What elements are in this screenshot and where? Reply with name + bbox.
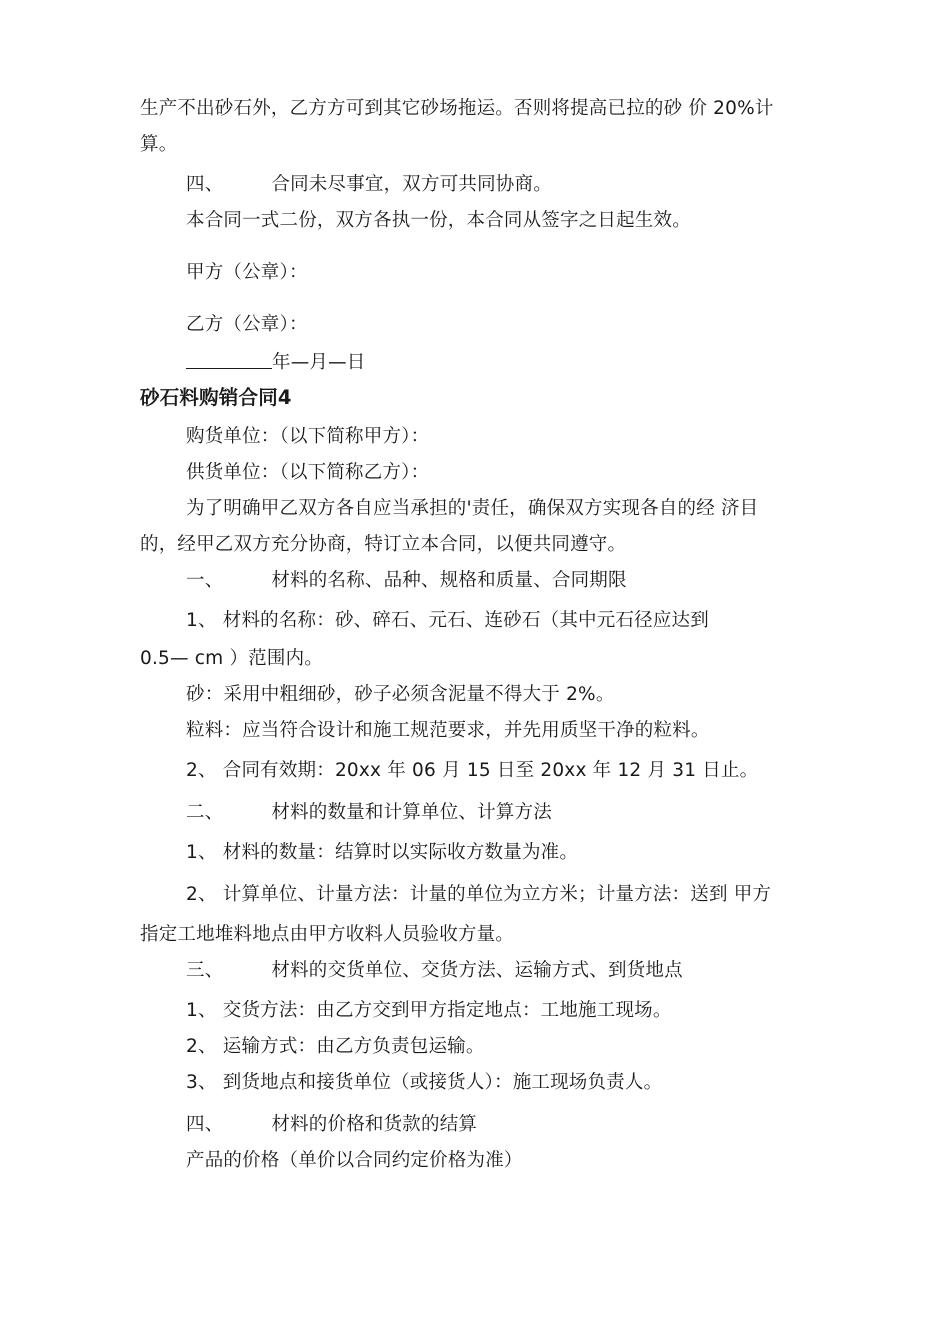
clause-text: 材料的价格和货款的结算 xyxy=(271,1114,478,1135)
paragraph-line: 产品的价格（单价以合同约定价格为准） xyxy=(186,1150,523,1171)
clause-line xyxy=(186,568,627,594)
paragraph-line: 1、 材料的数量：结算时以实际收方数量为准。 xyxy=(186,842,579,863)
paragraph-line: 砂：采用中粗细砂，砂子必须含泥量不得大于 2%。 xyxy=(186,684,615,705)
clause-text: 材料的名称、品种、规格和质量、合同期限 xyxy=(271,570,627,591)
paragraph-line: 0.5— cm ）范围内。 xyxy=(140,648,323,669)
paragraph-line: 2、 运输方式：由乙方负责包运输。 xyxy=(186,1036,485,1057)
paragraph-line: 的，经甲乙双方充分协商，特订立本合同，以便共同遵守。 xyxy=(140,534,627,555)
clause-line xyxy=(186,1112,477,1138)
paragraph-line: 供货单位：（以下简称乙方）： xyxy=(186,462,430,483)
party-b-seal: 乙方（公章）： xyxy=(186,314,308,335)
date-line xyxy=(186,350,366,376)
paragraph-line: 2、 计算单位、计量方法：计量的单位为立方米；计量方法：送到 甲方 xyxy=(186,884,772,905)
clause-text: 材料的交货单位、交货方法、运输方式、到货地点 xyxy=(271,960,683,981)
section-heading: 砂石料购销合同4 xyxy=(140,386,292,409)
clause-number: 四、 xyxy=(186,1114,224,1135)
paragraph-line: 指定工地堆料地点由甲方收料人员验收方量。 xyxy=(140,924,515,945)
paragraph-line: 粒料：应当符合设计和施工规范要求，并先用质坚干净的粒料。 xyxy=(186,720,710,741)
clause-text: 材料的数量和计算单位、计算方法 xyxy=(271,802,552,823)
paragraph-line: 生产不出砂石外，乙方方可到其它砂场拖运。否则将提高已拉的砂 价 20%计 xyxy=(140,98,774,119)
clause-line xyxy=(186,958,683,984)
paragraph-line: 1、 交货方法：由乙方交到甲方指定地点：工地施工现场。 xyxy=(186,1000,672,1021)
clause-line xyxy=(186,172,552,198)
paragraph-line: 购货单位：（以下简称甲方）： xyxy=(186,426,430,447)
date-blank xyxy=(186,350,272,369)
clause-text: 合同未尽事宜，双方可共同协商。 xyxy=(271,174,552,195)
clause-number: 一、 xyxy=(186,570,224,591)
date-suffix: 年—月—日 xyxy=(272,352,366,373)
clause-line xyxy=(186,800,552,826)
paragraph-line: 算。 xyxy=(140,134,178,155)
paragraph-line: 2、 合同有效期：20xx 年 06 月 15 日至 20xx 年 12 月 31 日止。 xyxy=(186,760,759,781)
clause-number: 三、 xyxy=(186,960,224,981)
paragraph-line: 为了明确甲乙双方各自应当承担的'责任，确保双方实现各自的经 济目 xyxy=(186,498,759,519)
party-a-seal: 甲方（公章）： xyxy=(186,262,308,283)
paragraph-line: 1、 材料的名称：砂、碎石、元石、连砂石（其中元石径应达到 xyxy=(186,610,709,631)
clause-number: 四、 xyxy=(186,174,224,195)
clause-number: 二、 xyxy=(186,802,224,823)
paragraph-line: 3、 到货地点和接货单位（或接货人）：施工现场负责人。 xyxy=(186,1072,663,1093)
paragraph-line: 本合同一式二份，双方各执一份，本合同从签字之日起生效。 xyxy=(186,210,691,231)
